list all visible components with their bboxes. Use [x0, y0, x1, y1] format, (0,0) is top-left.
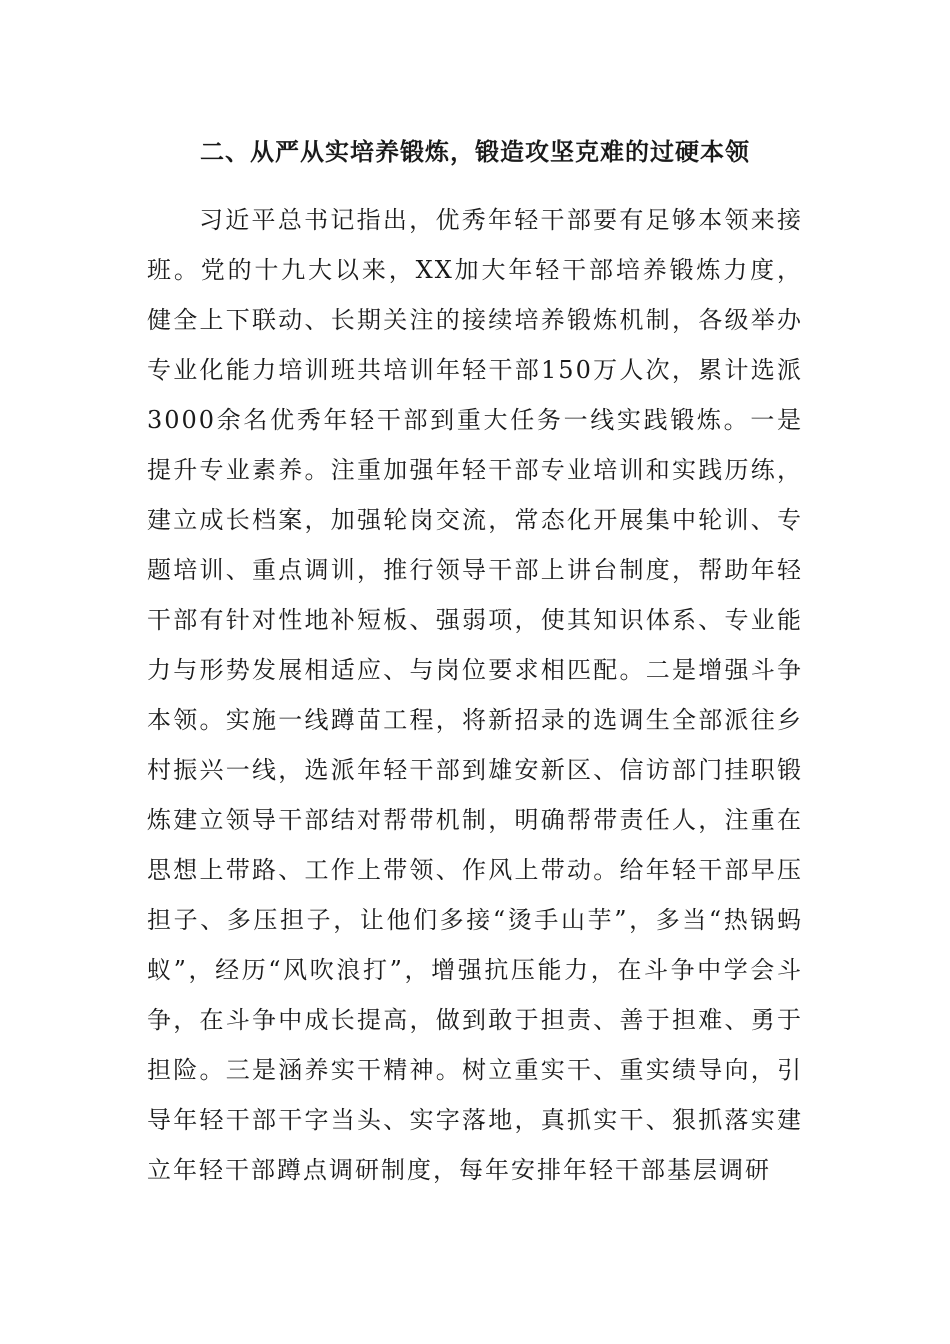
section-heading: 二、从严从实培养锻炼，锻造攻坚克难的过硬本领	[200, 137, 750, 166]
body-paragraph: 习近平总书记指出，优秀年轻干部要有足够本领来接班。党的十九大以来，XX加大年轻干部培养锻炼力度，健全上下联动、长期关注的接续培养锻炼机制，各级举办专业化能力培训班共培训年轻干部150万人次，累计选派3000余名优秀年轻干部到重大任务一线实践锻炼。一是提升专业素养。注重加强年轻干部专业培训和实践历练，建立成长档案，加强轮岗交流，常态化开展集中轮训、专题培训、重点调训，推行领导干部上讲台制度，帮助年轻干部有针对性地补短板、强弱项，使其知识体系、专业能力与形势发展相适应、与岗位要求相匹配。二是增强斗争本领。实施一线蹲苗工程，将新招录的选调生全部派往乡村振兴一线，选派年轻干部到雄安新区、信访部门挂职锻炼建立领导干部结对帮带机制，明确帮带责任人，注重在思想上带路、工作上带领、作风上带动。给年轻干部早压担子、多压担子，让他们多接“烫手山芋”，多当“热锅蚂蚁”，经历“风吹浪打”，增强抗压能力，在斗争中学会斗争，在斗争中成长提高，做到敢于担责、善于担难、勇于担险。三是涵养实干精神。树立重实干、重实绩导向，引导年轻干部干字当头、实字落地，真抓实干、狠抓落实建立年轻干部蹲点调研制度，每年安排年轻干部基层调研	[147, 206, 803, 1184]
